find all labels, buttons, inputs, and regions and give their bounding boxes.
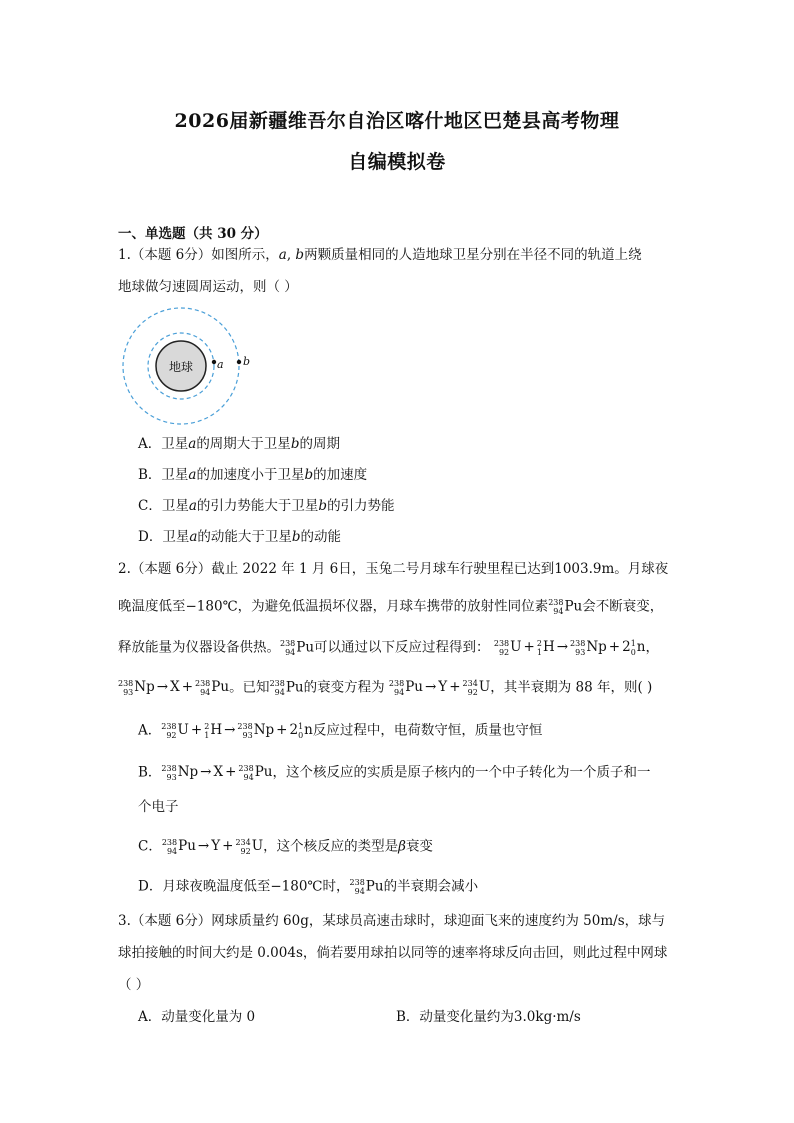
section-heading: 一、单选题（共 30 分）: [118, 226, 268, 242]
satellite-a: [212, 360, 216, 364]
q2-stem-line4: 238 93 Np → X + 238 94 Pu 。已知 238 94 Pu的衰变方程为 238 94 Pu → Y + 234 92 U ，其半衰期为 88 年，则( ): [118, 679, 653, 697]
earth-label: 地球: [168, 360, 194, 374]
q3-option-b[interactable]: B．动量变化量约为3.0kg·m/s: [396, 1009, 581, 1025]
q3-stem-line1: 3.（本题 6分）网球质量约 60g，某球员高速击球时，球迎面飞来的速度约为 50m/s，球与: [118, 913, 666, 929]
satellite-b-label: b: [243, 355, 251, 368]
q2-stem-line1: 2.（本题 6分）截止 2022 年 1 月 6日，玉兔二号月球车行驶里程已达到1003.9m。月球夜: [118, 561, 669, 577]
decay-equation: 238 94 Pu → Y + 234 92 U: [388, 679, 491, 697]
satellite-b: [237, 360, 241, 364]
reaction-equation-1: 238 92 U + 2 1 H → 238 93 Np + 2 1 0 n: [493, 639, 646, 657]
page-subtitle: 自编模拟卷: [348, 151, 446, 173]
q3-stem-line3: （ ）: [118, 977, 150, 993]
satellite-a-label: a: [217, 358, 224, 371]
orbit-figure: [118, 306, 268, 426]
q2-stem-line3: 释放能量为仪器设备供热。 238 94 Pu可以通过以下反应过程得到： 238 92 U + 2 1 H → 238 93 Np + 2 1 0 n ，: [118, 639, 659, 657]
reaction-equation-2: 238 93 Np → X + 238 94 Pu: [118, 679, 230, 697]
page-title: 2026届新疆维吾尔自治区喀什地区巴楚县高考物理: [174, 110, 620, 132]
q3-stem-line2: 球拍接触的时间大约是 0.004s，倘若要用球拍以同等的速率将球反向击回，则此过程中网球: [118, 945, 668, 961]
q2-option-a[interactable]: A． 238 92 U + 2 1 H → 238 93 Np + 2 1 0 n 反应过程中，电荷数守恒，质量也守恒: [138, 722, 543, 740]
q2-option-d[interactable]: D．月球夜晚温度低至−180℃时， 238 94 Pu的半衰期会减小: [138, 878, 479, 896]
q1-option-b[interactable]: B．卫星a的加速度小于卫星b的加速度: [138, 467, 368, 483]
nuclide-pu238: 238 94: [548, 598, 564, 616]
q2-option-b-line2: 个电子: [138, 799, 179, 815]
q3-option-a[interactable]: A．动量变化量为 0: [138, 1009, 256, 1025]
q1-stem-line2: 地球做匀速圆周运动，则（ ）: [118, 279, 298, 295]
q1-option-c[interactable]: C．卫星a的引力势能大于卫星b的引力势能: [138, 498, 395, 514]
q2-stem-line2: 晚温度低至−180℃，为避免低温损坏仪器，月球车携带的放射性同位素 238 94 Pu会不断衰变，: [118, 598, 664, 616]
q1-option-d[interactable]: D．卫星a的动能大于卫星b的动能: [138, 529, 342, 545]
q1-option-a[interactable]: A．卫星a的周期大于卫星b的周期: [138, 436, 340, 452]
q2-option-c[interactable]: C． 238 94 Pu → Y + 234 92 U ，这个核反应的类型是β衰变: [138, 838, 433, 856]
q2-option-b[interactable]: B． 238 93 Np → X + 238 94 Pu ，这个核反应的实质是原子核内的一个中子转化为一个质子和一: [138, 764, 651, 782]
q1-stem-line1: 1.（本题 6分）如图所示，a, b两颗质量相同的人造地球卫星分别在半径不同的轨道上绕: [118, 247, 642, 263]
